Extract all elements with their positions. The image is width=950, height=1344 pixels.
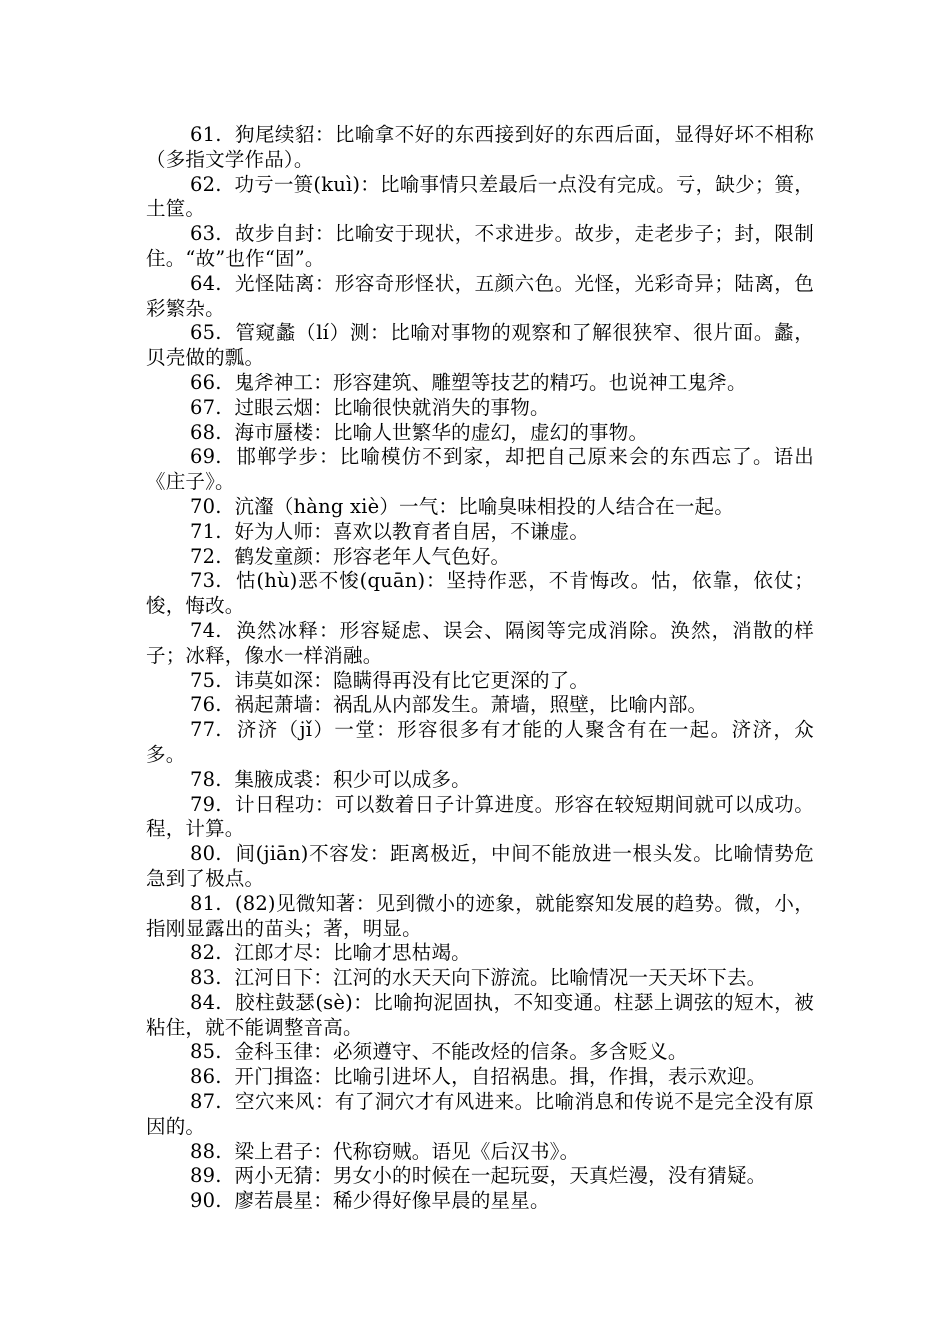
entry-number: 89. (190, 1164, 222, 1188)
idiom-entry-90 (146, 1189, 814, 1214)
idiom-entry-82 (146, 941, 814, 966)
entry-text: 讳莫如深：隐瞒得再没有比它更深的了。 (234, 668, 590, 692)
entry-text: 金科玉律：必须遵守、不能改烃的信条。多含贬义。 (234, 1040, 688, 1064)
entry-text: 江河日下：江河的水天天向下游流。比喻情况一天天坏下去。 (234, 966, 767, 990)
entry-text: 梁上君子：代称窃贼。语见《后汉书》。 (234, 1139, 580, 1163)
entry-number: 77. (190, 718, 222, 742)
entry-number: 66. (190, 370, 222, 394)
entry-number: 84. (190, 990, 222, 1014)
idiom-entry-66 (146, 371, 814, 396)
idiom-entry-75 (146, 669, 814, 694)
idiom-entry-61 (146, 123, 814, 173)
entry-text: 海市蜃楼：比喻人世繁华的虚幻，虚幻的事物。 (234, 420, 649, 444)
idiom-entry-71 (146, 520, 814, 545)
entry-text: 祸起萧墙：祸乱从内部发生。萧墙，照壁，比喻内部。 (234, 693, 708, 717)
entry-number: 81. (190, 891, 222, 915)
entry-text: 过眼云烟：比喻很快就消失的事物。 (234, 395, 550, 419)
entry-number: 82. (190, 941, 222, 965)
entry-number: 62. (190, 172, 222, 196)
entry-number: 64. (190, 271, 222, 295)
idiom-entry-78 (146, 768, 814, 793)
entry-number: 63. (190, 222, 222, 246)
entry-number: 69. (190, 445, 222, 469)
entry-number: 88. (190, 1139, 222, 1163)
idiom-entry-79 (146, 793, 814, 843)
entry-number: 68. (190, 420, 222, 444)
idiom-entry-83 (146, 966, 814, 991)
entry-text: 管窥蠡（lí）测：比喻对事物的观察和了解很狭窄、很片面。蠡，贝壳做的瓢。 (146, 321, 814, 370)
entry-number: 67. (190, 395, 222, 419)
entry-number: 74. (190, 618, 222, 642)
idiom-entry-87 (146, 1090, 814, 1140)
entry-number: 70. (190, 494, 222, 518)
entry-text: 沆瀣（hàng xiè）一气：比喻臭味相投的人结合在一起。 (234, 494, 734, 518)
entry-number: 72. (190, 544, 222, 568)
idiom-entry-72 (146, 545, 814, 570)
idiom-entry-86 (146, 1065, 814, 1090)
entry-text: 涣然冰释：形容疑虑、误会、隔阂等完成消除。涣然，消散的样子；冰释，像水一样消融。 (146, 618, 814, 667)
entry-number: 80. (190, 842, 222, 866)
entry-number: 78. (190, 767, 222, 791)
idiom-entry-84 (146, 991, 814, 1041)
idiom-entry-64 (146, 272, 814, 322)
idiom-entry-73 (146, 569, 814, 619)
entry-text: 计日程功：可以数着日子计算进度。形容在较短期间就可以成功。程，计算。 (146, 792, 814, 841)
entry-text: 两小无猜：男女小的时候在一起玩耍，天真烂漫，没有猜疑。 (234, 1164, 767, 1188)
entry-number: 87. (190, 1090, 222, 1114)
entry-text: 胶柱鼓瑟(sè)：比喻拘泥固执，不知变通。柱瑟上调弦的短木，被粘住，就不能调整音高。 (146, 990, 814, 1039)
entry-number: 76. (190, 693, 222, 717)
entry-number: 90. (190, 1189, 222, 1213)
idiom-entry-81 (146, 892, 814, 942)
entry-number: 61. (190, 123, 222, 146)
entry-number: 73. (190, 569, 222, 593)
entry-text: 功亏一篑(kuì)：比喻事情只差最后一点没有完成。亏，缺少；篑，土筐。 (146, 172, 814, 221)
entry-text: 邯郸学步：比喻模仿不到家，却把自己原来会的东西忘了。语出《庄子》。 (146, 445, 814, 494)
entry-text: 间(jiān)不容发：距离极近，中间不能放进一根头发。比喻情势危急到了极点。 (146, 842, 814, 890)
entry-text: 空穴来风：有了洞穴才有风进来。比喻消息和传说不是完全没有原因的。 (146, 1090, 814, 1138)
entry-text: 光怪陆离：形容奇形怪状，五颜六色。光怪，光彩奇异；陆离，色彩繁杂。 (146, 271, 814, 320)
idiom-entry-62 (146, 173, 814, 223)
entry-text: 狗尾续貂：比喻拿不好的东西接到好的东西后面，显得好坏不相称（多指文学作品）。 (146, 123, 814, 171)
entry-number: 75. (190, 668, 222, 692)
entry-number: 71. (190, 519, 222, 543)
idiom-entry-76 (146, 693, 814, 718)
entry-text: 江郎才尽：比喻才思枯竭。 (234, 941, 471, 965)
idiom-entry-70 (146, 495, 814, 520)
idiom-entry-69 (146, 445, 814, 495)
entry-text: (82)见微知著：见到微小的迹象，就能察知发展的趋势。微，小，指刚显露出的苗头；著，明显。 (146, 891, 814, 940)
idiom-entry-67 (146, 396, 814, 421)
idiom-entry-89 (146, 1164, 814, 1189)
entry-number: 85. (190, 1040, 222, 1064)
idiom-entry-80 (146, 842, 814, 892)
entry-text: 廖若晨星：稀少得好像早晨的星星。 (234, 1189, 550, 1213)
entry-text: 怙(hù)恶不悛(quān)：坚持作恶，不肯悔改。怙，依靠，依仗；悛，悔改。 (146, 569, 814, 618)
entry-text: 济济（jǐ）一堂：形容很多有才能的人聚含有在一起。济济，众多。 (146, 718, 814, 766)
idiom-entry-77 (146, 718, 814, 768)
entry-text: 故步自封：比喻安于现状，不求进步。故步，走老步子；封，限制住。“故”也作“固”。 (146, 222, 814, 270)
entry-text: 开门揖盗：比喻引进坏人，自招祸患。揖，作揖，表示欢迎。 (234, 1065, 767, 1089)
entry-number: 65. (190, 321, 222, 345)
idiom-entry-74 (146, 619, 814, 669)
idiom-entry-63 (146, 222, 814, 272)
entry-text: 好为人师：喜欢以教育者自居，不谦虚。 (234, 519, 590, 543)
document-body (146, 123, 814, 1214)
entry-number: 83. (190, 966, 222, 990)
idiom-entry-85 (146, 1040, 814, 1065)
idiom-entry-68 (146, 421, 814, 446)
entry-text: 鬼斧神工：形容建筑、雕塑等技艺的精巧。也说神工鬼斧。 (234, 370, 747, 394)
entry-text: 集腋成裘：积少可以成多。 (234, 767, 471, 791)
idiom-entry-88 (146, 1140, 814, 1165)
idiom-entry-65 (146, 321, 814, 371)
entry-number: 86. (190, 1065, 222, 1089)
entry-number: 79. (190, 792, 222, 816)
entry-text: 鹤发童颜：形容老年人气色好。 (234, 544, 511, 568)
